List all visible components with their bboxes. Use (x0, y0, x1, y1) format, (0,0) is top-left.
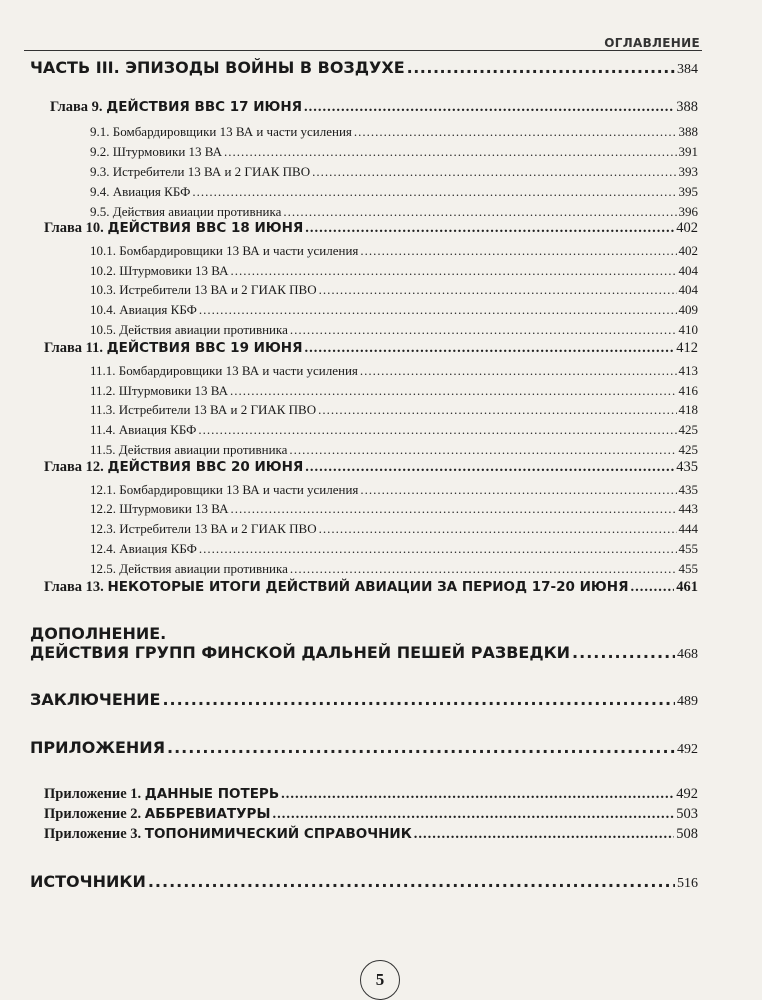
toc-entry-10-4[interactable]: 10.4. Авиация КБФ ..... 409 (90, 302, 698, 318)
toc-entry-11-5[interactable]: 11.5. Действия авиации противника ..... 425 (90, 442, 698, 458)
toc-entry-sources[interactable]: ИСТОЧНИКИ ..... 516 (30, 872, 698, 892)
toc-entry-9-2[interactable]: 9.2. Штурмовики 13 ВА ..... 391 (90, 144, 698, 160)
appendix-title: АББРЕВИАТУРЫ (144, 806, 271, 822)
chapter-title: ДЕЙСТВИЯ ВВС 17 ИЮНЯ (106, 99, 303, 115)
chapter-prefix: Глава 13. (44, 579, 104, 595)
leader-dots (407, 58, 675, 77)
leader-dots (148, 872, 675, 891)
toc-entry-chapter-9[interactable] (50, 99, 698, 116)
toc-entry-addendum[interactable]: ДЕЙСТВИЯ ГРУПП ФИНСКОЙ ДАЛЬНЕЙ ПЕШЕЙ РАЗВЕДКИ ..... 468 (30, 643, 698, 663)
toc-page-number: 461 (676, 579, 698, 595)
toc-page-number: 492 (677, 742, 698, 757)
toc-entry-chapter-10[interactable] (44, 220, 698, 237)
chapter-title: ДЕЙСТВИЯ ВВС 19 ИЮНЯ (106, 340, 303, 356)
leader-dots (305, 459, 674, 476)
chapter-prefix: Глава 9. (50, 99, 103, 115)
toc-entry-9-3[interactable]: 9.3. Истребители 13 ВА и 2 ГИАК ПВО ..... 393 (90, 164, 698, 180)
toc-entry-11-2[interactable]: 11.2. Штурмовики 13 ВА ..... 416 (90, 383, 698, 399)
appendix-prefix: Приложение 3. (44, 826, 142, 842)
toc-entry-11-4[interactable]: 11.4. Авиация КБФ ..... 425 (90, 422, 698, 438)
toc-page-number: 388 (676, 99, 698, 115)
toc-entry-10-1[interactable]: 10.1. Бомбардировщики 13 ВА и части усиления ..... 402 (90, 243, 698, 259)
leader-dots (305, 340, 675, 357)
toc-entry-chapter-11[interactable] (44, 340, 698, 357)
toc-entry-9-4[interactable]: 9.4. Авиация КБФ ..... 395 (90, 184, 698, 200)
toc-entry-9-5[interactable]: 9.5. Действия авиации противника ..... 396 (90, 204, 698, 220)
chapter-title: ДЕЙСТВИЯ ВВС 18 ИЮНЯ (107, 220, 304, 236)
toc-entry-chapter-13[interactable] (44, 579, 698, 596)
appendix-title: ТОПОНИМИЧЕСКИЙ СПРАВОЧНИК (144, 826, 412, 842)
appendix-prefix: Приложение 2. (44, 806, 142, 822)
toc-entry-part-3[interactable] (30, 58, 698, 78)
toc-entry-appendices[interactable]: ПРИЛОЖЕНИЯ ..... 492 (30, 738, 698, 758)
toc-entry-10-3[interactable]: 10.3. Истребители 13 ВА и 2 ГИАК ПВО ..... 404 (90, 282, 698, 298)
toc-entry-conclusion[interactable]: ЗАКЛЮЧЕНИЕ ..... 489 (30, 690, 698, 710)
appendix-prefix: Приложение 1. (44, 786, 142, 802)
toc-entry-12-3[interactable]: 12.3. Истребители 13 ВА и 2 ГИАК ПВО ..... 444 (90, 521, 698, 537)
appendix-title: ДАННЫЕ ПОТЕРЬ (144, 786, 280, 802)
toc-page-number: 503 (676, 806, 698, 822)
toc-entry-12-2[interactable]: 12.2. Штурмовики 13 ВА ..... 443 (90, 501, 698, 517)
chapter-title: НЕКОТОРЫЕ ИТОГИ ДЕЙСТВИЙ АВИАЦИИ ЗА ПЕРИОД 17-20 ИЮНЯ (107, 579, 629, 595)
toc-addendum-heading: ДОПОЛНЕНИЕ. (30, 624, 167, 643)
toc-entry-12-4[interactable]: 12.4. Авиация КБФ ..... 455 (90, 541, 698, 557)
chapter-prefix: Глава 10. (44, 220, 104, 236)
toc-entry-12-1[interactable]: 12.1. Бомбардировщики 13 ВА и части усиления ..... 435 (90, 482, 698, 498)
chapter-prefix: Глава 12. (44, 459, 104, 475)
page-number-badge: 5 (360, 960, 400, 1000)
leader-dots (162, 690, 675, 709)
chapter-title: ДЕЙСТВИЯ ВВС 20 ИЮНЯ (107, 459, 304, 475)
toc-page-number: 468 (677, 647, 698, 662)
toc-entry-appendix-1[interactable] (44, 786, 698, 803)
leader-dots (167, 738, 675, 757)
toc-entry-10-5[interactable]: 10.5. Действия авиации противника ..... 410 (90, 322, 698, 338)
toc-page-number: 384 (677, 62, 698, 77)
toc-entry-11-1[interactable]: 11.1. Бомбардировщики 13 ВА и части усиления ..... 413 (90, 363, 698, 379)
toc-page-number: 402 (676, 220, 698, 236)
toc-entry-11-3[interactable]: 11.3. Истребители 13 ВА и 2 ГИАК ПВО ..... 418 (90, 402, 698, 418)
toc-entry-appendix-2[interactable] (44, 806, 698, 823)
toc-entry-chapter-12[interactable] (44, 459, 698, 476)
leader-dots (272, 806, 674, 823)
toc-page-number: 489 (677, 694, 698, 709)
leader-dots (572, 643, 675, 662)
leader-dots (305, 220, 674, 237)
running-header: ОГЛАВЛЕНИЕ (604, 36, 700, 50)
toc-page-number: 508 (676, 826, 698, 842)
leader-dots (630, 579, 674, 596)
leader-dots (281, 786, 674, 803)
toc-entry-appendix-3[interactable] (44, 826, 698, 843)
toc-page-number: 435 (676, 459, 698, 475)
toc-page-number: 492 (676, 786, 698, 802)
toc-page-number: 516 (677, 876, 698, 891)
chapter-prefix: Глава 11. (44, 340, 104, 356)
toc-entry-10-2[interactable]: 10.2. Штурмовики 13 ВА ..... 404 (90, 263, 698, 279)
header-rule (24, 50, 702, 51)
leader-dots (414, 826, 674, 843)
toc-entry-12-5[interactable]: 12.5. Действия авиации противника ..... 455 (90, 561, 698, 577)
leader-dots (304, 99, 674, 116)
toc-part-label: ЧАСТЬ III. ЭПИЗОДЫ ВОЙНЫ В ВОЗДУХЕ (30, 58, 405, 77)
toc-entry-9-1[interactable]: 9.1. Бомбардировщики 13 ВА и части усиления ..... 388 (90, 124, 698, 140)
toc-page-number: 412 (676, 340, 698, 356)
